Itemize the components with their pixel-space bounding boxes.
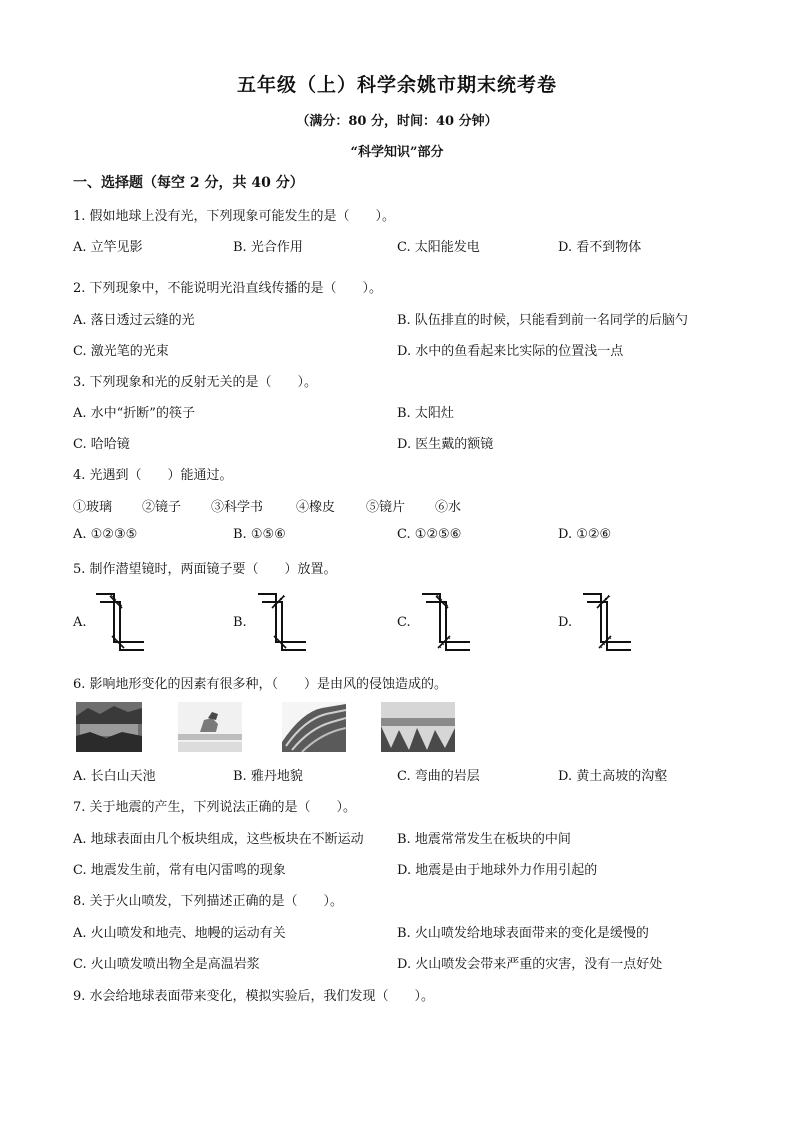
q3-option-b[interactable]: B. 太阳灶 xyxy=(397,406,454,421)
q5-option-b-label[interactable]: B. xyxy=(233,615,247,630)
section-heading: 一、选择题（每空 2 分，共 40 分） xyxy=(73,175,304,191)
q7-option-a[interactable]: A. 地球表面由几个板块组成，这些板块在不断运动 xyxy=(73,832,364,847)
periscope-diagram-d[interactable] xyxy=(579,592,635,652)
q4-option-a[interactable]: A. ①②③⑤ xyxy=(73,527,138,542)
q1-option-b[interactable]: B. 光合作用 xyxy=(233,240,303,255)
q8-option-c[interactable]: C. 火山喷发喷出物全是高温岩浆 xyxy=(73,957,260,972)
q2-option-b[interactable]: B. 队伍排直的时候，只能看到前一名同学的后脑勺 xyxy=(397,313,688,328)
q4-item-4: ④橡皮 xyxy=(296,500,336,515)
q3-option-c[interactable]: C. 哈哈镜 xyxy=(73,437,130,452)
q6-option-c[interactable]: C. 弯曲的岩层 xyxy=(397,769,480,784)
q1-option-a[interactable]: A. 立竿见影 xyxy=(73,240,143,255)
q4-option-d[interactable]: D. ①②⑥ xyxy=(558,527,612,542)
q4-item-2: ②镜子 xyxy=(142,500,182,515)
periscope-diagram-a[interactable] xyxy=(92,592,148,652)
question-5-stem: 5. 制作潜望镜时，两面镜子要（ ）放置。 xyxy=(73,562,337,577)
loess-gully-photo xyxy=(381,702,455,752)
q5-option-a-label[interactable]: A. xyxy=(73,615,87,630)
periscope-diagram-b[interactable] xyxy=(254,592,310,652)
q4-option-c[interactable]: C. ①②⑤⑥ xyxy=(397,527,462,542)
q2-option-c[interactable]: C. 激光笔的光束 xyxy=(73,344,169,359)
question-9-stem: 9. 水会给地球表面带来变化，模拟实验后，我们发现（ ）。 xyxy=(73,989,435,1004)
question-8-stem: 8. 关于火山喷发，下列描述正确的是（ ）。 xyxy=(73,894,344,909)
q1-option-c[interactable]: C. 太阳能发电 xyxy=(397,240,480,255)
q5-options-row xyxy=(0,592,794,652)
q4-item-1: ①玻璃 xyxy=(73,500,113,515)
q4-option-b[interactable]: B. ①⑤⑥ xyxy=(233,527,286,542)
crater-lake-photo xyxy=(76,702,142,752)
question-1-stem: 1. 假如地球上没有光，下列现象可能发生的是（ ）。 xyxy=(73,209,396,224)
q4-item-3: ③科学书 xyxy=(211,500,264,515)
question-4-stem: 4. 光遇到（ ）能通过。 xyxy=(73,468,233,483)
q5-option-d-label[interactable]: D. xyxy=(558,615,573,630)
q2-option-d[interactable]: D. 水中的鱼看起来比实际的位置浅一点 xyxy=(397,344,624,359)
question-2-stem: 2. 下列现象中，不能说明光沿直线传播的是（ ）。 xyxy=(73,281,383,296)
part-heading: “科学知识”部分 xyxy=(350,145,444,160)
q8-option-b[interactable]: B. 火山喷发给地球表面带来的变化是缓慢的 xyxy=(397,926,649,941)
q7-option-c[interactable]: C. 地震发生前，常有电闪雷鸣的现象 xyxy=(73,863,286,878)
q6-option-d[interactable]: D. 黄土高坡的沟壑 xyxy=(558,769,668,784)
q3-option-d[interactable]: D. 医生戴的额镜 xyxy=(397,437,494,452)
yardang-photo xyxy=(178,702,242,752)
q6-option-a[interactable]: A. 长白山天池 xyxy=(73,769,156,784)
q4-item-5: ⑤镜片 xyxy=(366,500,406,515)
q7-option-b[interactable]: B. 地震常常发生在板块的中间 xyxy=(397,832,571,847)
q8-option-a[interactable]: A. 火山喷发和地壳、地幔的运动有关 xyxy=(73,926,286,941)
q2-option-a[interactable]: A. 落日透过云缝的光 xyxy=(73,313,195,328)
q5-option-c-label[interactable]: C. xyxy=(397,615,411,630)
question-3-stem: 3. 下列现象和光的反射无关的是（ ）。 xyxy=(73,375,318,390)
q6-option-b[interactable]: B. 雅丹地貌 xyxy=(233,769,303,784)
periscope-diagram-c[interactable] xyxy=(418,592,474,652)
q8-option-d[interactable]: D. 火山喷发会带来严重的灾害，没有一点好处 xyxy=(397,957,663,972)
question-6-stem: 6. 影响地形变化的因素有很多种，（ ）是由风的侵蚀造成的。 xyxy=(73,677,448,692)
q4-item-6: ⑥水 xyxy=(435,500,462,515)
exam-title: 五年级（上）科学余姚市期末统考卷 xyxy=(236,74,557,96)
q1-option-d[interactable]: D. 看不到物体 xyxy=(558,240,642,255)
q3-option-a[interactable]: A. 水中“折断”的筷子 xyxy=(73,406,195,421)
question-7-stem: 7. 关于地震的产生，下列说法正确的是（ ）。 xyxy=(73,800,357,815)
q7-option-d[interactable]: D. 地震是由于地球外力作用引起的 xyxy=(397,863,598,878)
folded-rock-photo xyxy=(282,702,346,752)
exam-subtitle: （满分：80 分，时间：40 分钟） xyxy=(296,114,498,129)
